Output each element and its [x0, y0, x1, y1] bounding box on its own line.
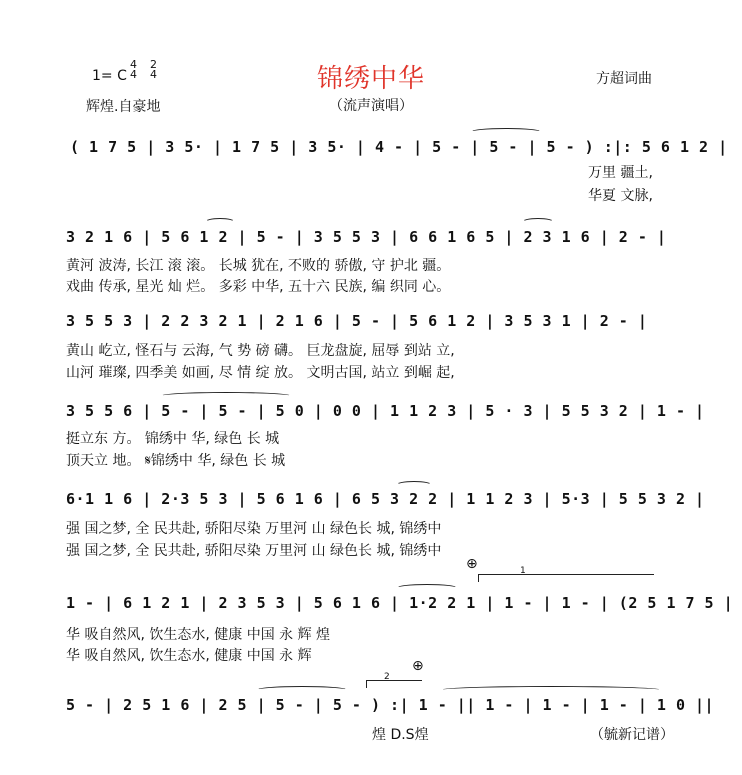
lyric-row-5-verse-1: 强 国之梦, 全 民共赴, 骄阳尽染 万里河 山 绿色长 城, 锦绣中 [66, 521, 442, 537]
tie-mark [396, 584, 458, 592]
song-title: 锦绣中华 [316, 64, 425, 94]
lyric-row-3-verse-2: 山河 璀璨, 四季美 如画, 尽 情 绽 放。 文明古国, 站立 到崛 起, [66, 365, 455, 381]
credits: 方超词曲 [596, 71, 652, 87]
time-signature-1: 4 4 [130, 58, 137, 81]
performance-style: 辉煌.自豪地 [86, 99, 161, 115]
tie-mark [256, 686, 348, 694]
lyric-row-1-verse-2: 华夏 文脉, [588, 188, 653, 204]
volta-2-hook [366, 680, 367, 688]
lyric-row-5-verse-2: 强 国之梦, 全 民共赴, 骄阳尽染 万里河 山 绿色长 城, 锦绣中 [66, 543, 442, 559]
volta-2-line [366, 680, 422, 681]
notation-row-7: 5 - | 2 5 1 6 | 2 5 | 5 - | 5 - ) :| 1 - || 1 - | 1 - | 1 - | 1 0 || [66, 696, 715, 714]
volta-1-line [478, 574, 654, 575]
time-signature-2: 2 4 [150, 58, 157, 81]
lyric-row-6-verse-2: 华 吸自然风, 饮生态水, 健康 中国 永 辉 [66, 648, 312, 664]
notation-row-5: 6·1 1 6 | 2·3 5 3 | 5 6 1 6 | 6 5 3 2 2 | 1 1 2 3 | 5·3 | 5 5 3 2 | [66, 490, 705, 508]
lyric-row-2-verse-2: 戏曲 传承, 星光 灿 烂。 多彩 中华, 五十六 民族, 编 织同 心。 [66, 279, 451, 295]
tie-mark [470, 128, 542, 136]
tie-mark [205, 218, 235, 226]
volta-2-label: 2 [384, 672, 390, 682]
lyric-row-4-verse-1: 挺立东 方。 锦绣中 华, 绿色 长 城 [66, 431, 280, 447]
coda-sign-2: ⊕ [412, 658, 424, 674]
song-subtitle: （流声演唱） [329, 98, 413, 114]
transcriber-credit: （毓新记谱） [590, 727, 674, 743]
notation-row-4: 3 5 5 6 | 5 - | 5 - | 5 0 | 0 0 | 1 1 2 3 | 5 · 3 | 5 5 3 2 | 1 - | [66, 402, 705, 420]
notation-row-1: ( 1 7 5 | 3 5· | 1 7 5 | 3 5· | 4 - | 5 - | 5 - | 5 - ) :|: 5 6 1 2 | [70, 138, 728, 156]
tie-mark [522, 218, 554, 226]
coda-sign: ⊕ [466, 556, 478, 572]
lyric-row-2-verse-1: 黄河 波涛, 长江 滚 滚。 长城 犹在, 不败的 骄傲, 守 护北 疆。 [66, 258, 451, 274]
lyric-row-4-verse-2: 顶天立 地。 𝄋锦绣中 华, 绿色 长 城 [66, 453, 286, 469]
volta-1-hook [478, 574, 479, 582]
tie-mark [440, 686, 662, 694]
notation-row-6: 1 - | 6 1 2 1 | 2 3 5 3 | 5 6 1 6 | 1·2 2 1 | 1 - | 1 - | (2 5 1 7 5 | [66, 594, 734, 612]
lyric-row-7: 煌 D.S煌 [372, 727, 429, 743]
lyric-row-6-verse-1: 华 吸自然风, 饮生态水, 健康 中国 永 辉 煌 [66, 627, 331, 643]
volta-1-label: 1 [520, 566, 526, 576]
tie-mark [396, 481, 432, 489]
key-signature: 1= C [92, 68, 127, 84]
notation-row-2: 3 2 1 6 | 5 6 1 2 | 5 - | 3 5 5 3 | 6 6 1 6 5 | 2 3 1 6 | 2 - | [66, 228, 667, 246]
lyric-row-3-verse-1: 黄山 屹立, 怪石与 云海, 气 势 磅 礴。 巨龙盘旋, 屈辱 到站 立, [66, 343, 455, 359]
lyric-row-1-verse-1: 万里 疆土, [588, 165, 653, 181]
tie-mark [160, 392, 292, 400]
notation-row-3: 3 5 5 3 | 2 2 3 2 1 | 2 1 6 | 5 - | 5 6 1 2 | 3 5 3 1 | 2 - | [66, 312, 648, 330]
